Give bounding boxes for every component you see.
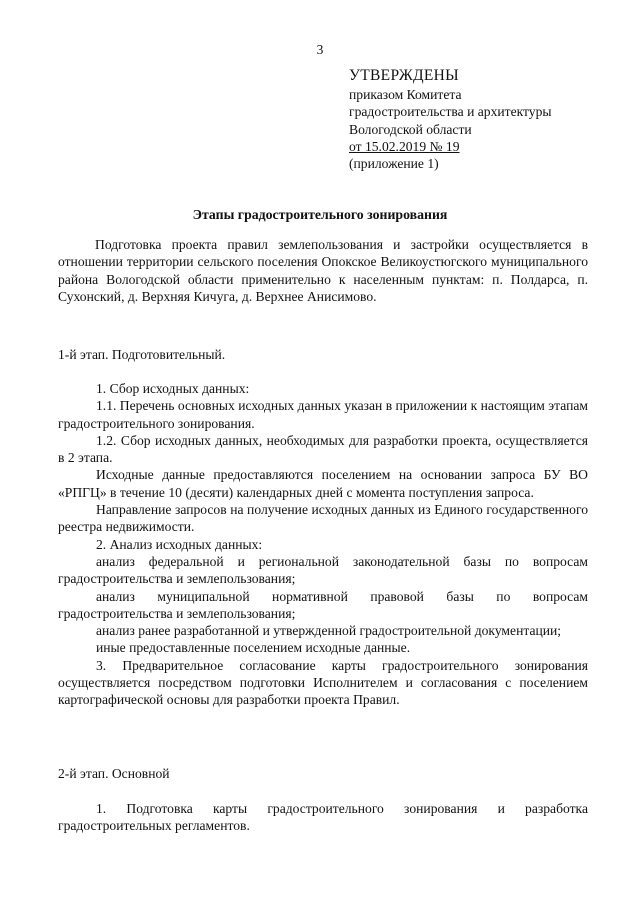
stage1-section: [58, 380, 588, 709]
approval-line-1: приказом Комитета: [349, 87, 462, 102]
intro-paragraph: Подготовка проекта правил землепользования и застройки осуществляется в отношении территории сельского поселения Опокское Великоустюгского муниципального района Вологодской области применительно к населенным пунктам: п. Полдарса, п. Сухонский, д. Верхняя Кичуга, д. Верхнее Анисимово.: [58, 237, 588, 304]
page-number: 3: [316, 42, 324, 57]
approval-line-2: градостроительства и архитектуры: [349, 104, 552, 120]
stage1-heading: 1-й этап. Подготовительный.: [58, 347, 226, 362]
stage1-item-1: 1. Сбор исходных данных:: [96, 381, 250, 396]
document-title: Этапы градостроительного зонирования: [192, 207, 448, 222]
approval-appendix: (приложение 1): [349, 156, 439, 172]
stage2-section: [58, 800, 588, 835]
stage2-item-1: 1. Подготовка карты градостроительного зонирования и разработка градостроительных регламентов.: [58, 801, 588, 834]
approval-line-3: Вологодской области: [349, 121, 472, 137]
stage1-item-2: 2. Анализ исходных данных:: [96, 536, 263, 552]
stage1-heading-wrap: [58, 346, 588, 363]
stage1-item-3: 3. Предварительное согласование карты градостроительного зонирования осуществляется посредством подготовки Исполнителем и согласования с поселением картографической основы для разработки проекта Правил.: [58, 657, 588, 708]
stage1-analysis-other: иные предоставленные поселением исходные данные.: [96, 640, 411, 656]
stage1-paragraph-requests: Направление запросов на получение исходных данных из Единого государственного реестра недвижимости.: [58, 502, 588, 535]
stage1-item-1-1: 1.1. Перечень основных исходных данных указан в приложении к настоящим этапам градостроительного зонирования.: [58, 398, 588, 431]
stage1-analysis-federal: анализ федеральной и региональной законодательной базы по вопросам градостроительства и землепользования;: [58, 553, 588, 587]
stage2-heading-wrap: [58, 765, 588, 782]
stage1-analysis-municipal: анализ муниципальной нормативной правовой базы по вопросам градостроительства и землепользования;: [58, 588, 588, 621]
intro-section: [58, 236, 588, 305]
stage2-heading: 2-й этап. Основной: [58, 766, 170, 781]
approval-date: от 15.02.2019 № 19: [349, 138, 460, 154]
stage1-analysis-documents: анализ ранее разработанной и утвержденной градостроительной документации;: [96, 623, 562, 639]
stage1-paragraph-source: Исходные данные предоставляются поселением на основании запроса БУ ВО «РПГЦ» в течение 10 (десяти) календарных дней с момента поступления запроса.: [58, 467, 588, 500]
approval-block: [349, 66, 609, 172]
stage1-item-1-2: 1.2. Сбор исходных данных, необходимых для разработки проекта, осуществляется в 2 этапа.: [58, 432, 588, 466]
approval-heading: УТВЕРЖДЕНЫ: [349, 67, 459, 84]
